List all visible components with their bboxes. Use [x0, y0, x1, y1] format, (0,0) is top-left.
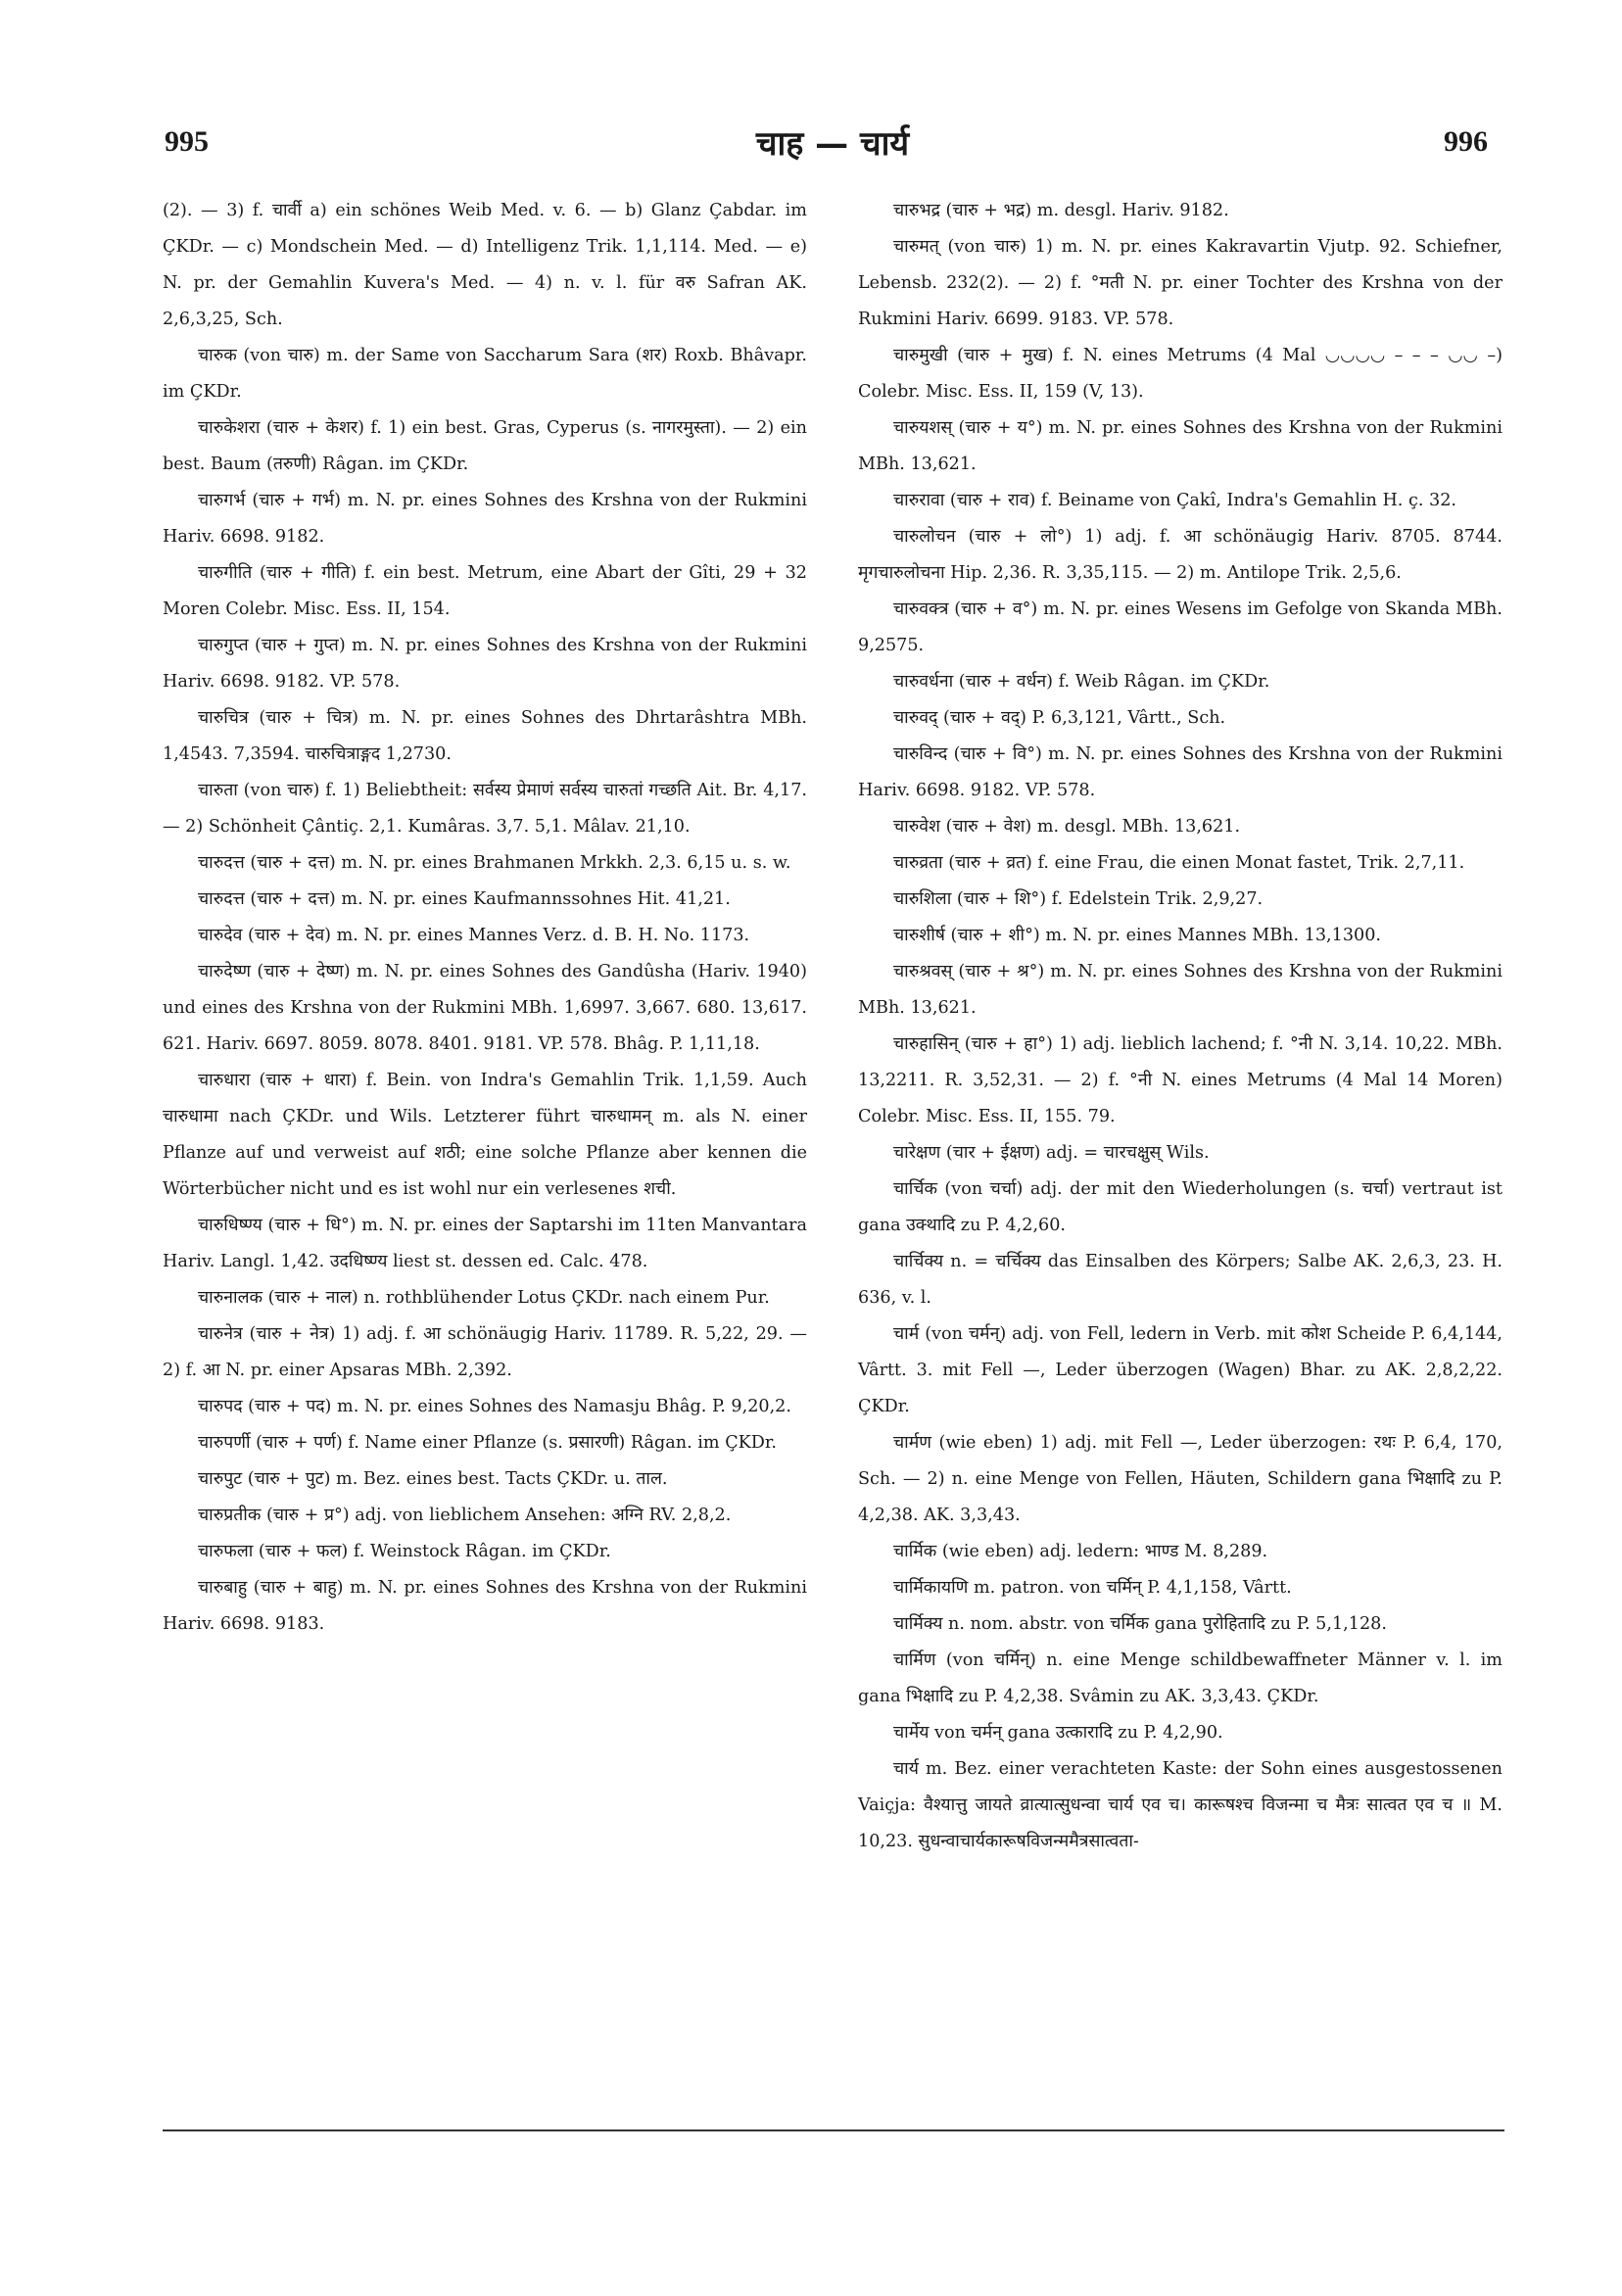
dictionary-entry: चार्चिक (von चर्चा) adj. der mit den Wiederholungen (s. चर्चा) vertraut ist gana उक्थादि zu P. 4,2,60.: [858, 1179, 1503, 1235]
dictionary-entry: चारुवद् (चारु + वद्) P. 6,3,121, Vârtt., Sch.: [893, 708, 1226, 728]
dictionary-entry: चारुहासिन् (चारु + हा°) 1) adj. lieblich lachend; f. °नी N. 3,14. 10,22. MBh. 13,2211. R. 3,52,31. — 2) f. °नी N. eines Metrums (4 Mal 14 Moren) Colebr. Misc. Ess. II, 155. 79.: [858, 1034, 1503, 1126]
dictionary-entry: चार्य m. Bez. einer verachteten Kaste: der Sohn eines ausgestossenen Vaiçja: वैश्यात्तु जायते व्रात्यात्सुधन्वा चार्य एव च। कारूषश्च विजन्मा च मैत्रः सात्वत एव च ॥ M. 10,23. सुधन्वाचार्यकारूषविजन्ममैत्रसात्वता-: [858, 1759, 1503, 1851]
right-column: [858, 193, 1503, 1860]
dictionary-entry: चार्म (von चर्मन्) adj. von Fell, ledern in Verb. mit कोश Scheide P. 6,4,144, Vârtt. 3. mit Fell —, Leder überzogen (Wagen) Bhar. zu AK. 2,8,2,22. ÇKDr.: [858, 1324, 1503, 1416]
dictionary-entry: चारुरावा (चारु + राव) f. Beiname von Çakî, Indra's Gemahlin H. ç. 32.: [893, 491, 1456, 510]
dictionary-entry: चारुदत्त (चारु + दत्त) m. N. pr. eines Kaufmannssohnes Hit. 41,21.: [198, 889, 731, 909]
bottom-rule: [163, 2129, 1504, 2131]
dictionary-entry: चारुगुप्त (चारु + गुप्त) m. N. pr. eines Sohnes des Krshna von der Rukmini Hariv. 6698. 9182. VP. 578.: [163, 636, 807, 692]
left-page-number: 995: [165, 125, 209, 158]
dictionary-entry: चारुगर्भ (चारु + गर्भ) m. N. pr. eines Sohnes des Krshna von der Rukmini Hariv. 6698. 9182.: [163, 491, 807, 547]
dictionary-entry: चारुप्रतीक (चारु + प्र°) adj. von lieblichem Ansehen: अग्नि RV. 2,8,2.: [198, 1506, 732, 1525]
dictionary-entry: चारुचित्र (चारु + चित्र) m. N. pr. eines Sohnes des Dhrtarâshtra MBh. 1,4543. 7,3594. चारुचित्राङ्गद 1,2730.: [163, 708, 807, 764]
dictionary-entry: चार्मिकायणि m. patron. von चर्मिन् P. 4,1,158, Vârtt.: [893, 1578, 1292, 1598]
dictionary-entry: चारुवक्त्र (चारु + व°) m. N. pr. eines Wesens im Gefolge von Skanda MBh. 9,2575.: [858, 599, 1503, 655]
dictionary-entry: चारुदत्त (चारु + दत्त) m. N. pr. eines Brahmanen Mrkkh. 2,3. 6,15 u. s. w.: [198, 853, 791, 873]
dictionary-entry: चारुधारा (चारु + धारा) f. Bein. von Indra's Gemahlin Trik. 1,1,59. Auch चारुधामा nach ÇKDr. und Wils. Letzterer führt चारुधामन् m. als N. einer Pflanze auf und verweist auf शठी; eine solche Pflanze aber kennen die Wörterbücher nicht und es ist wohl nur ein verlesenes शची.: [163, 1071, 807, 1199]
dictionary-entry: चारुश्रवस् (चारु + श्र°) m. N. pr. eines Sohnes des Krshna von der Rukmini MBh. 13,621.: [858, 962, 1503, 1018]
dictionary-entry: चार्मिण (von चर्मिन्) n. eine Menge schildbewaffneter Männer v. l. im gana भिक्षादि zu P. 4,2,38. Svâmin zu AK. 3,3,43. ÇKDr.: [858, 1650, 1503, 1706]
dictionary-entry: (2). — 3) f. चार्वी a) ein schönes Weib Med. v. 6. — b) Glanz Çabdar. im ÇKDr. — c) Mondschein Med. — d) Intelligenz Trik. 1,1,114. Med. — e) N. pr. der Gemahlin Kuvera's Med. — 4) n. v. l. für वरु Safran AK. 2,6,3,25, Sch.: [163, 201, 807, 329]
dictionary-entry: चारुलोचन (चारु + लो°) 1) adj. f. आ schönäugig Hariv. 8705. 8744. मृगचारुलोचना Hip. 2,36. R. 3,35,115. — 2) m. Antilope Trik. 2,5,6.: [858, 527, 1503, 583]
dictionary-entry: चारुनेत्र (चारु + नेत्र) 1) adj. f. आ schönäugig Hariv. 11789. R. 5,22, 29. — 2) f. आ N. pr. einer Apsaras MBh. 2,392.: [163, 1324, 807, 1380]
dictionary-entry: चारुमुखी (चारु + मुख) f. N. eines Metrums (4 Mal ◡◡◡◡ – – – ◡◡ –) Colebr. Misc. Ess. II, 159 (V, 13).: [858, 346, 1503, 402]
dictionary-entry: चारुयशस् (चारु + य°) m. N. pr. eines Sohnes des Krshna von der Rukmini MBh. 13,621.: [858, 418, 1503, 474]
left-column: [163, 193, 807, 1643]
dictionary-entry: चारुवर्धना (चारु + वर्धन) f. Weib Râgan. im ÇKDr.: [893, 672, 1270, 692]
dictionary-entry: चारुधिष्ण्य (चारु + धि°) m. N. pr. eines der Saptarshi im 11ten Manvantara Hariv. Langl. 1,42. उदधिष्ण्य liest st. dessen ed. Calc. 478.: [163, 1216, 807, 1271]
dictionary-entry: चारुनालक (चारु + नाल) n. rothblühender Lotus ÇKDr. nach einem Pur.: [198, 1288, 770, 1308]
dictionary-entry: चारुता (von चारु) f. 1) Beliebtheit: सर्वस्य प्रेमाणं सर्वस्य चारुतां गच्छति Ait. Br. 4,17. — 2) Schönheit Çântiç. 2,1. Kumâras. 3,7. 5,1. Mâlav. 21,10.: [163, 781, 807, 837]
dictionary-entry: चारुफला (चारु + फल) f. Weinstock Râgan. im ÇKDr.: [198, 1542, 611, 1561]
dictionary-entry: चारुदेव (चारु + देव) m. N. pr. eines Mannes Verz. d. B. H. No. 1173.: [198, 926, 750, 945]
dictionary-entry: चारुशिला (चारु + शि°) f. Edelstein Trik. 2,9,27.: [893, 889, 1264, 909]
dictionary-entry: चार्मिक (wie eben) adj. ledern: भाण्ड M. 8,289.: [893, 1542, 1268, 1561]
right-page-number: 996: [1444, 125, 1488, 158]
dictionary-entry: चारुमत् (von चारु) 1) m. N. pr. eines Kakravartin Vjutp. 92. Schiefner, Lebensb. 232(2). — 2) f. °मती N. pr. einer Tochter des Krshna von der Rukmini Hariv. 6699. 9183. VP. 578.: [858, 237, 1503, 329]
dictionary-entry: चारेक्षण (चार + ईक्षण) adj. = चारचक्षुस् Wils.: [893, 1143, 1210, 1163]
dictionary-entry: चारुगीति (चारु + गीति) f. ein best. Metrum, eine Abart der Gîti, 29 + 32 Moren Colebr. Misc. Ess. II, 154.: [163, 563, 807, 619]
running-head: चाह — चार्य: [755, 124, 910, 164]
dictionary-entry: चारुशीर्ष (चारु + शी°) m. N. pr. eines Mannes MBh. 13,1300.: [893, 926, 1382, 945]
dictionary-entry: चार्मण (wie eben) 1) adj. mit Fell —, Leder überzogen: रथः P. 6,4, 170, Sch. — 2) n. eine Menge von Fellen, Häuten, Schildern gana भिक्षादि zu P. 4,2,38. AK. 3,3,43.: [858, 1433, 1503, 1525]
dictionary-entry: चारुवेश (चारु + वेश) m. desgl. MBh. 13,621.: [893, 817, 1241, 837]
dictionary-entry: चारुपुट (चारु + पुट) m. Bez. eines best. Tacts ÇKDr. u. ताल.: [198, 1469, 668, 1489]
dictionary-entry: चारुकेशरा (चारु + केशर) f. 1) ein best. Gras, Cyperus (s. नागरमुस्ता). — 2) ein best. Baum (तरुणी) Râgan. im ÇKDr.: [163, 418, 807, 474]
dictionary-entry: चारुव्रता (चारु + व्रत) f. eine Frau, die einen Monat fastet, Trik. 2,7,11.: [893, 853, 1465, 873]
dictionary-entry: चारुक (von चारु) m. der Same von Saccharum Sara (शर) Roxb. Bhâvapr. im ÇKDr.: [163, 346, 807, 402]
dictionary-entry: चारुपद (चारु + पद) m. N. pr. eines Sohnes des Namasju Bhâg. P. 9,20,2.: [198, 1397, 791, 1416]
dictionary-entry: चारुदेष्ण (चारु + देष्ण) m. N. pr. eines Sohnes des Gandûsha (Hariv. 1940) und eines des Krshna von der Rukmini MBh. 1,6997. 3,667. 680. 13,617. 621. Hariv. 6697. 8059. 8078. 8401. 9181. VP. 578. Bhâg. P. 1,11,18.: [163, 962, 807, 1054]
dictionary-entry: चारुपर्णी (चारु + पर्ण) f. Name einer Pflanze (s. प्रसारणी) Râgan. im ÇKDr.: [198, 1433, 777, 1453]
dictionary-entry: चारुविन्द (चारु + वि°) m. N. pr. eines Sohnes des Krshna von der Rukmini Hariv. 6698. 9182. VP. 578.: [858, 744, 1503, 800]
dictionary-entry: चारुभद्र (चारु + भद्र) m. desgl. Hariv. 9182.: [893, 201, 1229, 220]
dictionary-entry: चार्मिक्य n. nom. abstr. von चर्मिक gana पुरोहितादि zu P. 5,1,128.: [893, 1614, 1387, 1634]
dictionary-entry: चार्मेय von चर्मन् gana उत्कारादि zu P. 4,2,90.: [893, 1723, 1223, 1743]
dictionary-entry: चारुबाहु (चारु + बाहु) m. N. pr. eines Sohnes des Krshna von der Rukmini Hariv. 6698. 9183.: [163, 1578, 807, 1634]
dictionary-entry: चार्चिक्य n. = चर्चिक्य das Einsalben des Körpers; Salbe AK. 2,6,3, 23. H. 636, v. l.: [858, 1252, 1503, 1308]
